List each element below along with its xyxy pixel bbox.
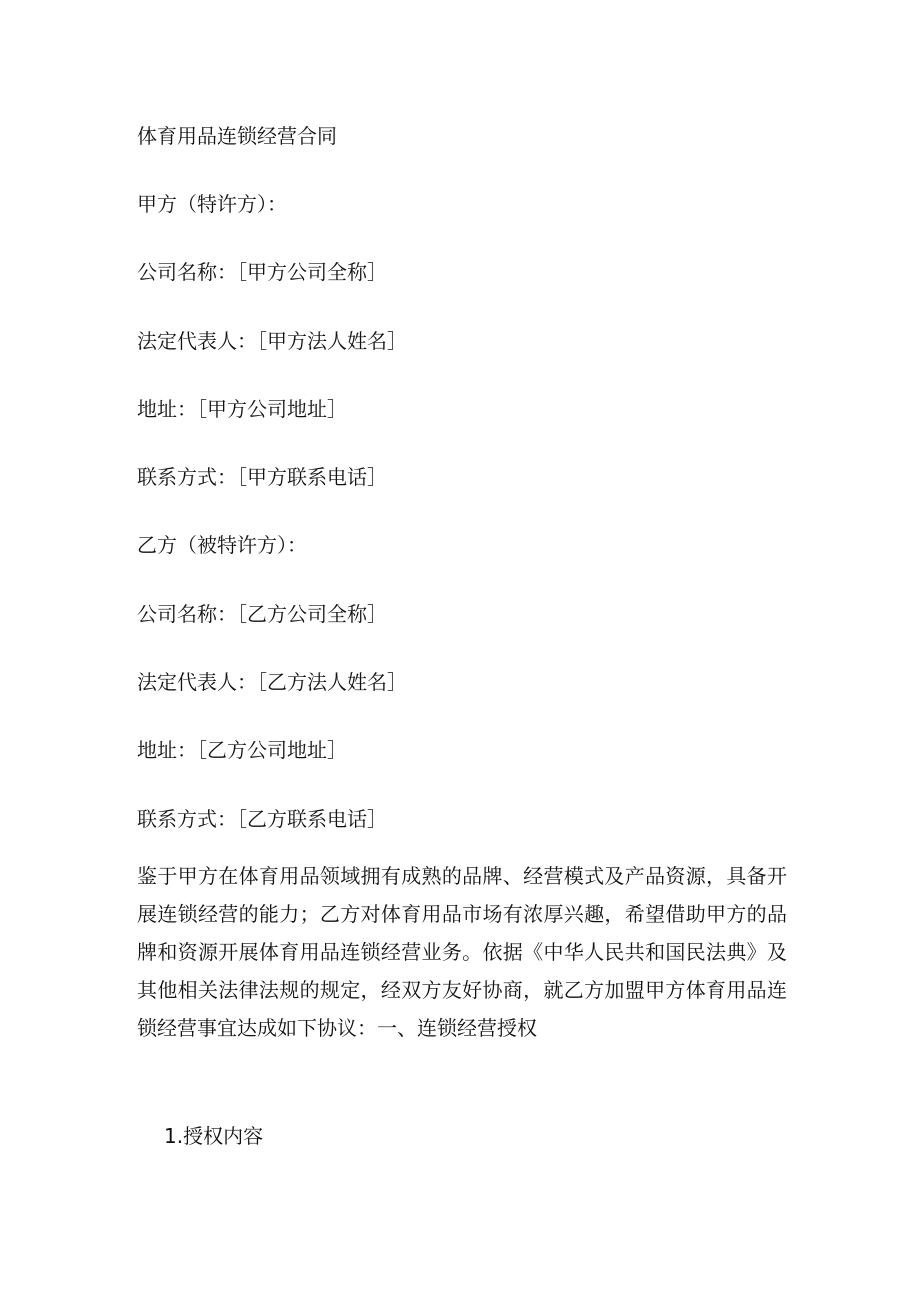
party-a-contact: 联系方式：［甲方联系电话］ — [137, 465, 387, 489]
party-b-contact: 联系方式：［乙方联系电话］ — [137, 807, 387, 831]
party-b-representative: 法定代表人：［乙方法人姓名］ — [137, 670, 407, 694]
party-a-heading: 甲方（特许方）： — [137, 192, 287, 216]
party-b-company: 公司名称：［乙方公司全称］ — [137, 602, 387, 626]
party-a-company: 公司名称：［甲方公司全称］ — [137, 260, 387, 284]
preamble-paragraph: 鉴于甲方在体育用品领域拥有成熟的品牌、经营模式及产品资源，具备开展连锁经营的能力；乙方对体育用品市场有浓厚兴趣，希望借助甲方的品牌和资源开展体育用品连锁经营业务。依据《中华人民共和国民法典》及其他相关法律法规的规定，经双方友好协商，就乙方加盟甲方体育用品连锁经营事宜达成如下协议：一、连锁经营授权 — [137, 864, 787, 1040]
party-b-heading: 乙方（被特许方）： — [137, 533, 307, 557]
document-title: 体育用品连锁经营合同 — [137, 124, 337, 148]
party-b-address: 地址：［乙方公司地址］ — [137, 738, 347, 762]
party-a-representative: 法定代表人：［甲方法人姓名］ — [137, 329, 407, 353]
party-a-address: 地址：［甲方公司地址］ — [137, 397, 347, 421]
section-1-1-heading: 1.授权内容 — [164, 1124, 264, 1148]
